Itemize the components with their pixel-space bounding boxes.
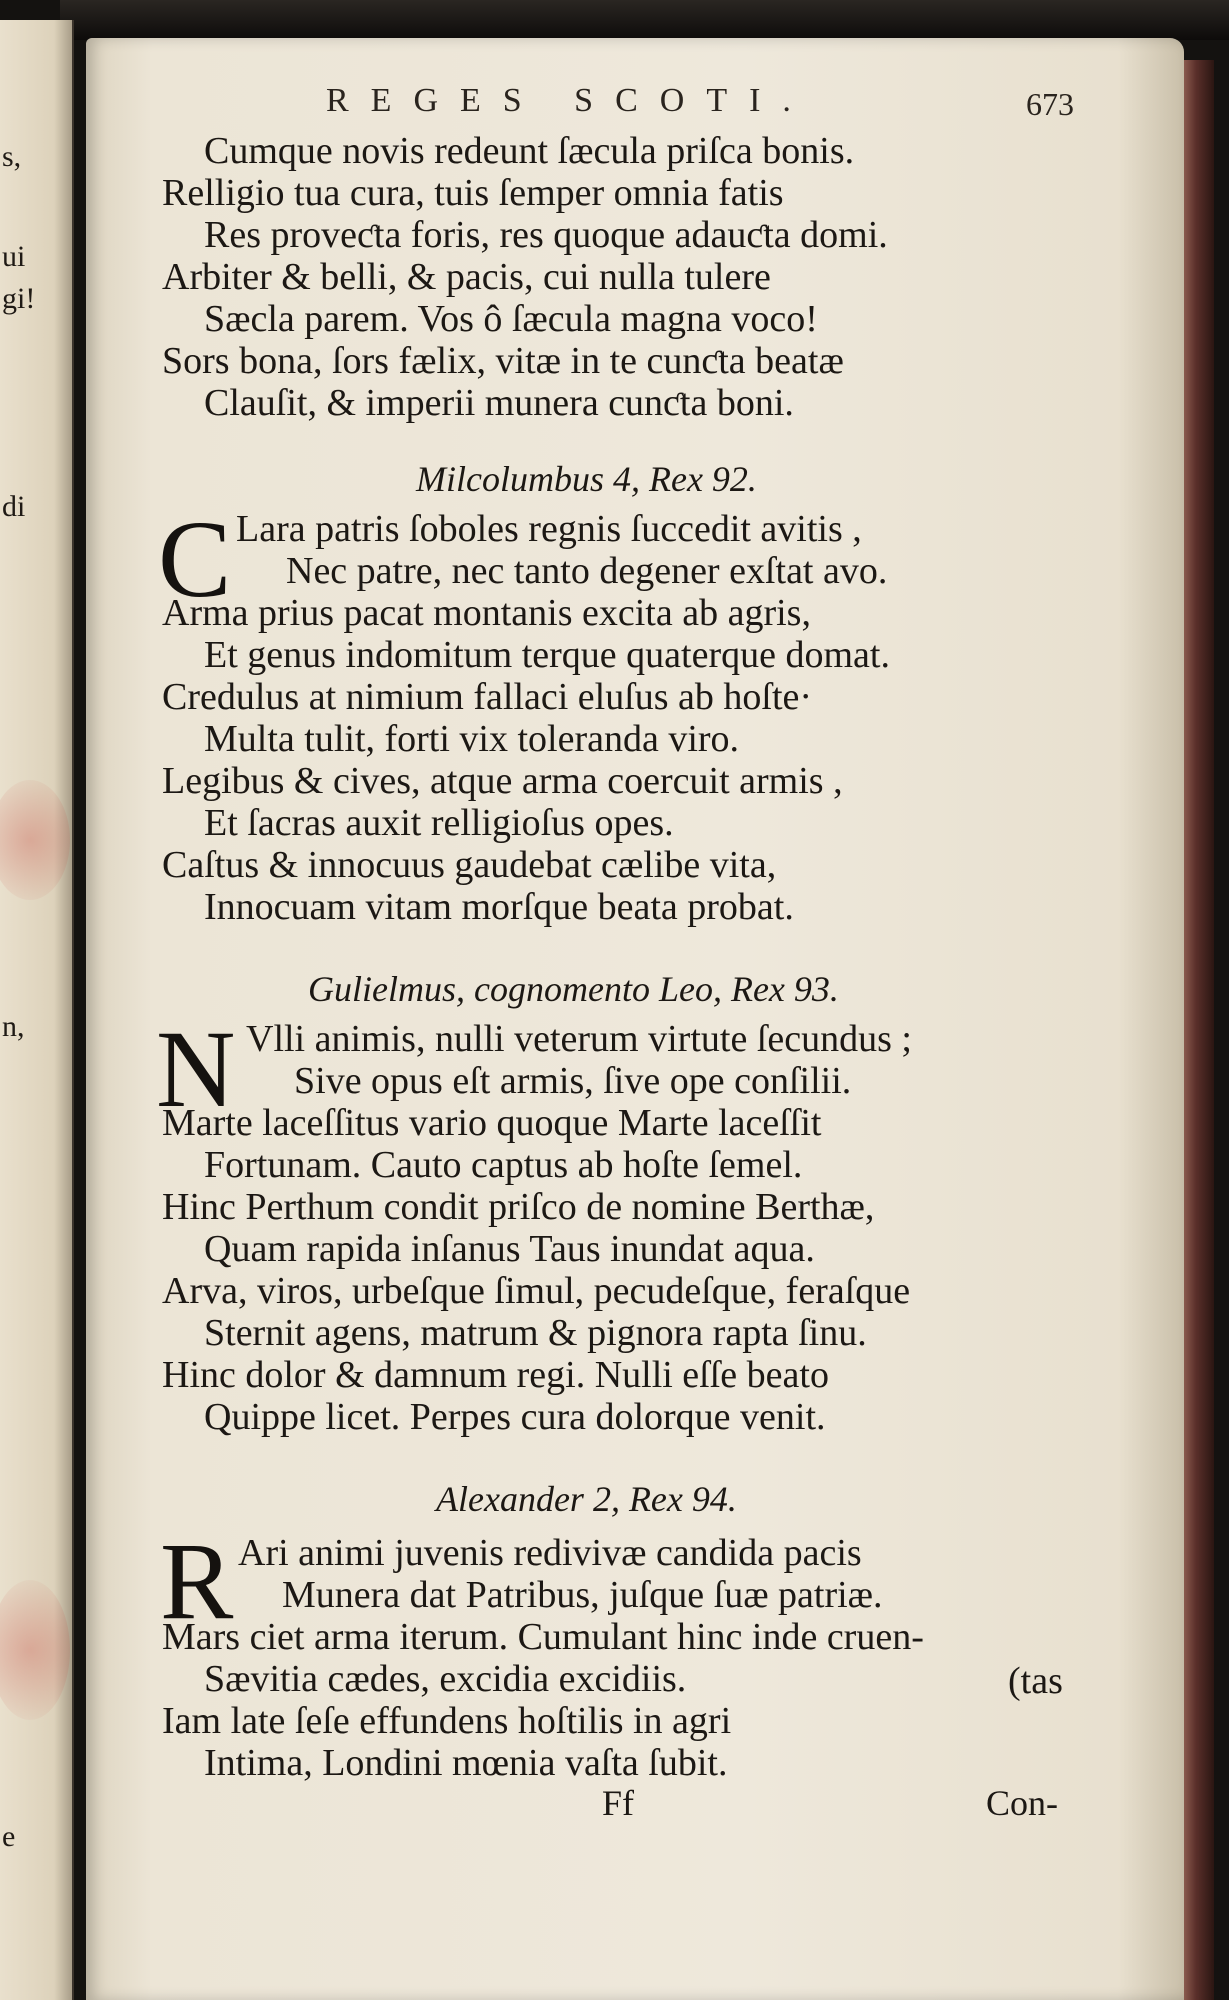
verse-line: Sternit agens, matrum & pignora rapta ſinu. [204, 1312, 867, 1354]
verse-line: Arva, viros, urbeſque ſimul, pecudeſque, feraſque [162, 1270, 911, 1312]
verse-line: Vlli animis, nulli veterum virtute ſecundus ; [246, 1018, 912, 1060]
verse-line: Quam rapida inſanus Taus inundat aqua. [204, 1228, 815, 1270]
verse-line: Iam late ſeſe effundens hoſtilis in agri [162, 1700, 732, 1742]
facing-page-fragment: s, [2, 140, 22, 173]
page-number: 673 [1026, 86, 1074, 122]
facing-page-fragment: ui [2, 240, 26, 273]
verse-line: Hinc dolor & damnum regi. Nulli eſſe beato [162, 1354, 829, 1396]
verse-line: Caſtus & innocuus gaudebat cælibe vita, [162, 844, 777, 886]
drop-cap: N [156, 1008, 236, 1130]
facing-page-fragment: gi! [2, 282, 36, 315]
verse-line: Marte laceſſitus vario quoque Marte laceſſit [162, 1102, 822, 1144]
facing-page-fragment: e [2, 1820, 16, 1853]
page-edge-shadow [1184, 60, 1214, 2000]
verse-line: Lara patris ſoboles regnis ſuccedit avitis , [236, 508, 862, 550]
section-heading: Alexander 2, Rex 94. [436, 1479, 737, 1519]
verse-line: Clauſit, & imperii munera cunƈta boni. [204, 382, 794, 424]
verse-line: Quippe licet. Perpes cura dolorque venit. [204, 1396, 826, 1438]
verse-line: Legibus & cives, atque arma coercuit armis , [162, 760, 843, 802]
page-text [86, 38, 1184, 2000]
verse-line: Arbiter & belli, & pacis, cui nulla tulere [162, 256, 771, 298]
verse-line: Sævitia cædes, excidia excidiis. [204, 1658, 687, 1700]
verse-line: Credulus at nimium fallaci eluſus ab hoſte· [162, 676, 813, 718]
verse-line: Et genus indomitum terque quaterque domat. [204, 634, 890, 676]
verse-line: Intima, Londini mœnia vaſta ſubit. [204, 1742, 728, 1784]
verse-line: Fortunam. Cauto captus ab hoſte ſemel. [204, 1144, 803, 1186]
facing-page [0, 20, 74, 2000]
ink-stain [0, 780, 70, 900]
verse-line: Mars ciet arma iterum. Cumulant hinc inde cruen- [162, 1616, 924, 1658]
book-top-edge [60, 0, 1229, 40]
verse-line: Hinc Perthum condit priſco de nomine Berthæ, [162, 1186, 875, 1228]
verse-line: Cumque novis redeunt ſæcula priſca bonis. [204, 130, 855, 172]
ink-stain [0, 1580, 70, 1720]
verse-line: Sæcla parem. Vos ô ſæcula magna voco! [204, 298, 818, 340]
verse-line: Res proveƈta foris, res quoque adauƈta domi. [204, 214, 888, 256]
verse-line: Ari animi juvenis redivivæ candida pacis [238, 1532, 862, 1574]
drop-cap: C [158, 498, 232, 620]
verse-line: Relligio tua cura, tuis ſemper omnia fatis [162, 172, 784, 214]
turnover-text: (tas [1008, 1660, 1063, 1702]
section-heading: Milcolumbus 4, Rex 92. [416, 459, 757, 499]
running-head: REGES SCOTI. [326, 82, 813, 119]
verse-line: Multa tulit, forti vix toleranda viro. [204, 718, 740, 760]
verse-line: Arma prius pacat montanis excita ab agris, [162, 592, 811, 634]
verse-line: Innocuam vitam morſque beata probat. [204, 886, 794, 928]
drop-cap: R [160, 1520, 234, 1642]
catchword: Con- [986, 1783, 1058, 1823]
verse-line: Sors bona, ſors fælix, vitæ in te cunƈta beatæ [162, 340, 844, 382]
facing-page-fragment: n, [2, 1010, 25, 1043]
verse-line: Sive opus eſt armis, ſive ope conſilii. [294, 1060, 852, 1102]
verse-line: Et ſacras auxit relligioſus opes. [204, 802, 674, 844]
signature-mark: Ff [602, 1783, 635, 1823]
book-page [86, 38, 1184, 2000]
facing-page-fragment: di [2, 490, 26, 523]
verse-line: Nec patre, nec tanto degener exſtat avo. [286, 550, 888, 592]
verse-line: Munera dat Patribus, juſque ſuæ patriæ. [282, 1574, 883, 1616]
section-heading: Gulielmus, cognomento Leo, Rex 93. [308, 969, 839, 1009]
